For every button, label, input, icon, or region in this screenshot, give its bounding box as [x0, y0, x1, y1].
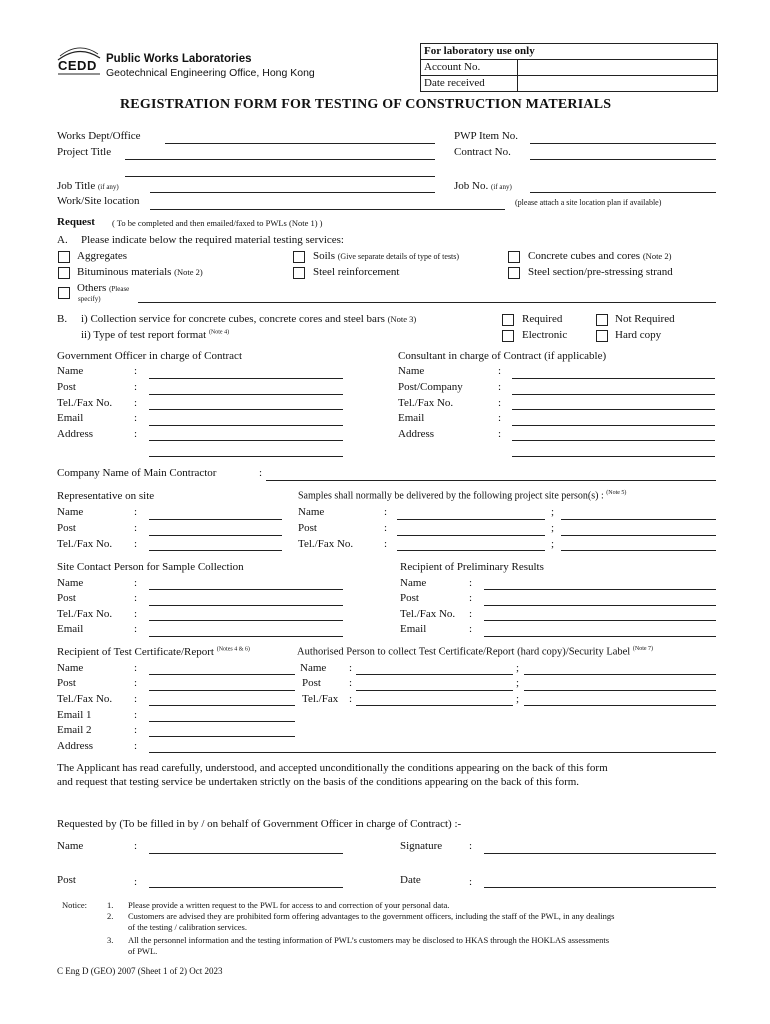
req-date-colon: :	[469, 876, 473, 888]
auth-tel-label: Tel./Fax	[302, 693, 339, 705]
auth-semicolon: ;	[516, 693, 520, 705]
req-name-field[interactable]	[149, 853, 343, 854]
soils-checkbox[interactable]	[293, 251, 305, 263]
bituminous-text: Bituminous materials	[77, 266, 172, 278]
gov-name-label: Name	[57, 365, 84, 377]
gov-colon: :	[134, 381, 138, 393]
recipient-cert-heading	[57, 646, 250, 658]
samples-name-label: Name	[298, 506, 325, 518]
samples-tel-field-1[interactable]	[397, 550, 545, 551]
auth-name-label: Name	[300, 662, 327, 674]
authorised-heading	[297, 646, 653, 658]
cons-address-field-2[interactable]	[512, 456, 715, 457]
others-text: Others	[77, 282, 107, 294]
cons-address-label: Address	[398, 428, 435, 440]
samples-heading	[298, 490, 626, 501]
cons-tel-field[interactable]	[512, 409, 715, 410]
prelim-colon: :	[469, 592, 473, 604]
sc-email-label: Email	[57, 623, 84, 635]
rc-colon: :	[134, 724, 138, 736]
rep-colon: :	[134, 522, 138, 534]
hard-copy-checkbox[interactable]	[596, 330, 608, 342]
rc-colon: :	[134, 677, 138, 689]
site-contact-heading: Site Contact Person for Sample Collection	[57, 561, 244, 573]
auth-post-label: Post	[302, 677, 321, 689]
job-no-if-any: (if any)	[490, 183, 512, 191]
auth-colon: :	[349, 677, 353, 689]
section-a-letter: A.	[57, 234, 68, 246]
report-format-text: ii) Type of test report format	[81, 329, 207, 341]
samples-colon: :	[384, 538, 388, 550]
prelim-name-label: Name	[400, 577, 427, 589]
work-site-label: Work/Site location	[57, 195, 140, 207]
prelim-email-field[interactable]	[484, 636, 716, 637]
rc-post-field[interactable]	[149, 690, 295, 691]
pwp-item-field[interactable]	[530, 143, 716, 144]
job-title-text: Job Title	[57, 180, 96, 192]
auth-tel-field-1[interactable]	[356, 705, 513, 706]
notice-num-2: 2.	[107, 911, 114, 921]
recipient-cert-text: Recipient of Test Certificate/Report	[57, 646, 214, 658]
gov-colon: :	[134, 397, 138, 409]
auth-post-field-2[interactable]	[524, 690, 716, 691]
project-title-label: Project Title	[57, 146, 112, 158]
rep-tel-field[interactable]	[149, 550, 282, 551]
works-dept-field[interactable]	[165, 143, 435, 144]
required-label: Required	[522, 313, 563, 325]
auth-name-field-1[interactable]	[356, 674, 513, 675]
aggregates-checkbox[interactable]	[58, 251, 70, 263]
works-dept-label: Works Dept/Office	[57, 130, 141, 142]
cons-colon: :	[498, 397, 502, 409]
site-plan-note: (please attach a site location plan if available)	[515, 198, 662, 207]
lab-use-box	[420, 43, 718, 92]
collection-service-note: (Note 3)	[387, 314, 417, 324]
gov-colon: :	[134, 365, 138, 377]
gov-email-field[interactable]	[149, 425, 343, 426]
concrete-label	[528, 250, 671, 262]
prelim-colon: :	[469, 608, 473, 620]
bituminous-label	[77, 266, 203, 278]
consultant-heading: Consultant in charge of Contract (if applicable)	[398, 350, 607, 362]
org-subtitle: Geotechnical Engineering Office, Hong Kong	[106, 67, 315, 79]
rep-post-field[interactable]	[149, 535, 282, 536]
rc-email2-field[interactable]	[149, 736, 295, 737]
main-contractor-label: Company Name of Main Contractor	[57, 467, 217, 479]
section-b-letter: B.	[57, 313, 68, 325]
recipient-cert-note: (Notes 4 & 6)	[216, 646, 250, 653]
required-checkbox[interactable]	[502, 314, 514, 326]
date-received-label: Date received	[421, 76, 518, 91]
gov-colon: :	[134, 412, 138, 424]
cedd-logo	[56, 46, 102, 78]
notice-num-1: 1.	[107, 900, 114, 910]
report-format-note: (Note 4)	[208, 329, 230, 336]
samples-semicolon: ;	[551, 506, 555, 518]
job-no-label	[454, 180, 512, 192]
samples-tel-label: Tel./Fax No.	[298, 538, 354, 550]
cons-email-field[interactable]	[512, 425, 715, 426]
rc-email2-label: Email 2	[57, 724, 92, 736]
prelim-colon: :	[469, 577, 473, 589]
others-note-2: specify)	[78, 295, 101, 303]
gov-tel-label: Tel./Fax No.	[57, 397, 113, 409]
notice-num-3: 3.	[107, 935, 114, 945]
not-required-checkbox[interactable]	[596, 314, 608, 326]
rep-colon: :	[134, 538, 138, 550]
gov-email-label: Email	[57, 412, 84, 424]
prelim-name-field[interactable]	[484, 589, 716, 590]
cons-post-field[interactable]	[512, 394, 715, 395]
others-note-1: (Please	[109, 285, 130, 293]
rep-post-label: Post	[57, 522, 76, 534]
auth-semicolon: ;	[516, 662, 520, 674]
concrete-checkbox[interactable]	[508, 251, 520, 263]
steel-reinforcement-label: Steel reinforcement	[313, 266, 400, 278]
gov-tel-field[interactable]	[149, 409, 343, 410]
job-title-field[interactable]	[150, 192, 435, 193]
prelim-email-label: Email	[400, 623, 427, 635]
notice-label: Notice:	[62, 900, 88, 910]
cons-colon: :	[498, 381, 502, 393]
aggregates-label: Aggregates	[77, 250, 128, 262]
rc-colon: :	[134, 662, 138, 674]
samples-note: (Note 5)	[606, 490, 627, 496]
prelim-colon: :	[469, 623, 473, 635]
req-date-field[interactable]	[484, 887, 716, 888]
prelim-post-label: Post	[400, 592, 419, 604]
notice-text-2: Customers are advised they are prohibited form offering advantages to the government officers, including the staff of the PWL, in any dealings	[128, 911, 615, 921]
rc-tel-field[interactable]	[149, 705, 295, 706]
main-contractor-colon: :	[259, 467, 263, 479]
declaration-line-1: The Applicant has read carefully, understood, and accepted unconditionally the conditions appearing on the back of this form	[57, 762, 608, 774]
sc-post-label: Post	[57, 592, 76, 604]
samples-semicolon: ;	[551, 522, 555, 534]
request-label: Request	[57, 216, 95, 228]
auth-colon: :	[349, 693, 353, 705]
samples-post-label: Post	[298, 522, 317, 534]
soils-text: Soils	[313, 250, 336, 262]
not-required-label: Not Required	[615, 313, 675, 325]
org-name: Public Works Laboratories	[106, 53, 252, 65]
notice-text-3b: of PWL.	[128, 946, 158, 956]
rc-name-field[interactable]	[149, 674, 295, 675]
req-post-label: Post	[57, 874, 76, 886]
gov-address-field-2[interactable]	[149, 456, 343, 457]
samples-name-field-2[interactable]	[561, 519, 716, 520]
job-title-if-any: (if any)	[97, 183, 119, 191]
authorised-note: (Note 7)	[632, 646, 654, 652]
cons-name-field[interactable]	[512, 378, 715, 379]
steel-section-checkbox[interactable]	[508, 267, 520, 279]
electronic-label: Electronic	[522, 329, 568, 341]
account-no-field[interactable]	[518, 60, 717, 75]
requested-by-heading: Requested by (To be filled in by / on behalf of Government Officer in charge of Contract) :-	[57, 818, 462, 830]
notice-text-2b: of the testing / calibration services.	[128, 922, 247, 932]
rc-email1-label: Email 1	[57, 709, 92, 721]
cons-colon: :	[498, 365, 502, 377]
form-footer: C Eng D (GEO) 2007 (Sheet 1 of 2) Oct 2023	[57, 966, 223, 976]
samples-name-field-1[interactable]	[397, 519, 545, 520]
sc-colon: :	[134, 577, 138, 589]
req-signature-colon: :	[469, 840, 473, 852]
rep-name-field[interactable]	[149, 519, 282, 520]
job-no-text: Job No.	[454, 180, 489, 192]
others-field[interactable]	[138, 302, 716, 303]
prelim-heading: Recipient of Preliminary Results	[400, 561, 544, 573]
electronic-checkbox[interactable]	[502, 330, 514, 342]
gov-address-field[interactable]	[149, 440, 343, 441]
req-post-colon: :	[134, 876, 138, 888]
auth-tel-field-2[interactable]	[524, 705, 716, 706]
request-note: ( To be completed and then emailed/faxed to PWLs (Note 1) )	[112, 218, 323, 228]
req-name-label: Name	[57, 840, 84, 852]
collection-service-text: i) Collection service for concrete cubes, concrete cores and steel bars	[81, 313, 385, 325]
rc-post-label: Post	[57, 677, 76, 689]
notice-text-3: All the personnel information and the testing information of PWL’s customers may be disclosed to HKAS through the HOKLAS assessments	[128, 935, 610, 945]
section-a-text: Please indicate below the required material testing services:	[81, 234, 344, 246]
sc-colon: :	[134, 592, 138, 604]
gov-colon: :	[134, 428, 138, 440]
contract-no-field[interactable]	[530, 159, 716, 160]
others-label	[77, 282, 129, 294]
gov-post-label: Post	[57, 381, 76, 393]
req-name-colon: :	[134, 840, 138, 852]
samples-post-field-1[interactable]	[397, 535, 545, 536]
report-format-label	[81, 329, 229, 341]
samples-post-field-2[interactable]	[561, 535, 716, 536]
auth-name-field-2[interactable]	[524, 674, 716, 675]
rc-address-field[interactable]	[149, 752, 716, 753]
account-no-label: Account No.	[421, 60, 518, 75]
cons-name-label: Name	[398, 365, 425, 377]
cons-tel-label: Tel./Fax No.	[398, 397, 454, 409]
rc-address-label: Address	[57, 740, 94, 752]
bituminous-note: (Note 2)	[174, 267, 203, 277]
main-contractor-field[interactable]	[266, 480, 716, 481]
sc-post-field[interactable]	[149, 605, 343, 606]
gov-post-field[interactable]	[149, 394, 343, 395]
samples-colon: :	[384, 522, 388, 534]
rc-colon: :	[134, 693, 138, 705]
work-site-field[interactable]	[150, 209, 505, 210]
contract-no-label: Contract No.	[454, 146, 511, 158]
prelim-tel-field[interactable]	[484, 620, 716, 621]
rc-name-label: Name	[57, 662, 84, 674]
hard-copy-label: Hard copy	[615, 329, 662, 341]
auth-colon: :	[349, 662, 353, 674]
auth-semicolon: ;	[516, 677, 520, 689]
job-no-field[interactable]	[530, 192, 716, 193]
sc-colon: :	[134, 608, 138, 620]
samples-colon: :	[384, 506, 388, 518]
rc-tel-label: Tel./Fax No.	[57, 693, 113, 705]
sc-email-field[interactable]	[149, 636, 343, 637]
notice-text-1: Please provide a written request to the PWL for access to and correction of your personal data.	[128, 900, 450, 910]
auth-post-field-1[interactable]	[356, 690, 513, 691]
concrete-text: Concrete cubes and cores	[528, 250, 641, 262]
steel-section-label: Steel section/pre-stressing strand	[528, 266, 673, 278]
sc-name-field[interactable]	[149, 589, 343, 590]
declaration-line-2: and request that testing service be undertaken strictly on the basis of the conditions appearing on the back of this form.	[57, 776, 580, 788]
rc-email1-field[interactable]	[149, 721, 295, 722]
logo-text: CEDD	[58, 58, 97, 73]
samples-tel-field-2[interactable]	[561, 550, 716, 551]
cons-colon: :	[498, 412, 502, 424]
rc-colon: :	[134, 709, 138, 721]
concrete-note: (Note 2)	[642, 251, 672, 261]
sc-name-label: Name	[57, 577, 84, 589]
prelim-post-field[interactable]	[484, 605, 716, 606]
soils-note: (Give separate details of type of tests)	[337, 252, 460, 261]
prelim-tel-label: Tel./Fax No.	[400, 608, 456, 620]
rep-name-label: Name	[57, 506, 84, 518]
pwp-item-label: PWP Item No.	[454, 130, 519, 142]
sc-tel-field[interactable]	[149, 620, 343, 621]
gov-officer-heading: Government Officer in charge of Contract	[57, 350, 242, 362]
req-signature-label: Signature	[400, 840, 443, 852]
rep-colon: :	[134, 506, 138, 518]
rc-colon: :	[134, 740, 138, 752]
steel-reinforcement-checkbox[interactable]	[293, 267, 305, 279]
samples-heading-text: Samples shall normally be delivered by the following project site person(s) :	[298, 490, 604, 502]
date-received-field[interactable]	[518, 76, 717, 91]
sc-tel-label: Tel./Fax No.	[57, 608, 113, 620]
req-date-label: Date	[400, 874, 421, 886]
authorised-text: Authorised Person to collect Test Certificate/Report (hard copy)/Security Label	[297, 646, 631, 658]
others-checkbox[interactable]	[58, 287, 70, 299]
project-title-field[interactable]	[125, 159, 435, 160]
req-post-field[interactable]	[149, 887, 343, 888]
sc-colon: :	[134, 623, 138, 635]
cons-email-label: Email	[398, 412, 425, 424]
job-title-label	[57, 180, 119, 192]
rep-site-heading: Representative on site	[57, 490, 155, 502]
soils-label	[313, 250, 459, 262]
bituminous-checkbox[interactable]	[58, 267, 70, 279]
gov-name-field[interactable]	[149, 378, 343, 379]
form-title: REGISTRATION FORM FOR TESTING OF CONSTRUCTION MATERIALS	[120, 97, 612, 112]
cons-colon: :	[498, 428, 502, 440]
samples-semicolon: ;	[551, 538, 555, 550]
cons-address-field[interactable]	[512, 440, 715, 441]
collection-service-label	[81, 313, 416, 325]
req-signature-field[interactable]	[484, 853, 716, 854]
gov-address-label: Address	[57, 428, 94, 440]
lab-box-title: For laboratory use only	[424, 45, 535, 57]
project-title-field-2[interactable]	[125, 176, 435, 177]
rep-tel-label: Tel./Fax No.	[57, 538, 113, 550]
cons-post-label: Post/Company	[398, 381, 463, 393]
